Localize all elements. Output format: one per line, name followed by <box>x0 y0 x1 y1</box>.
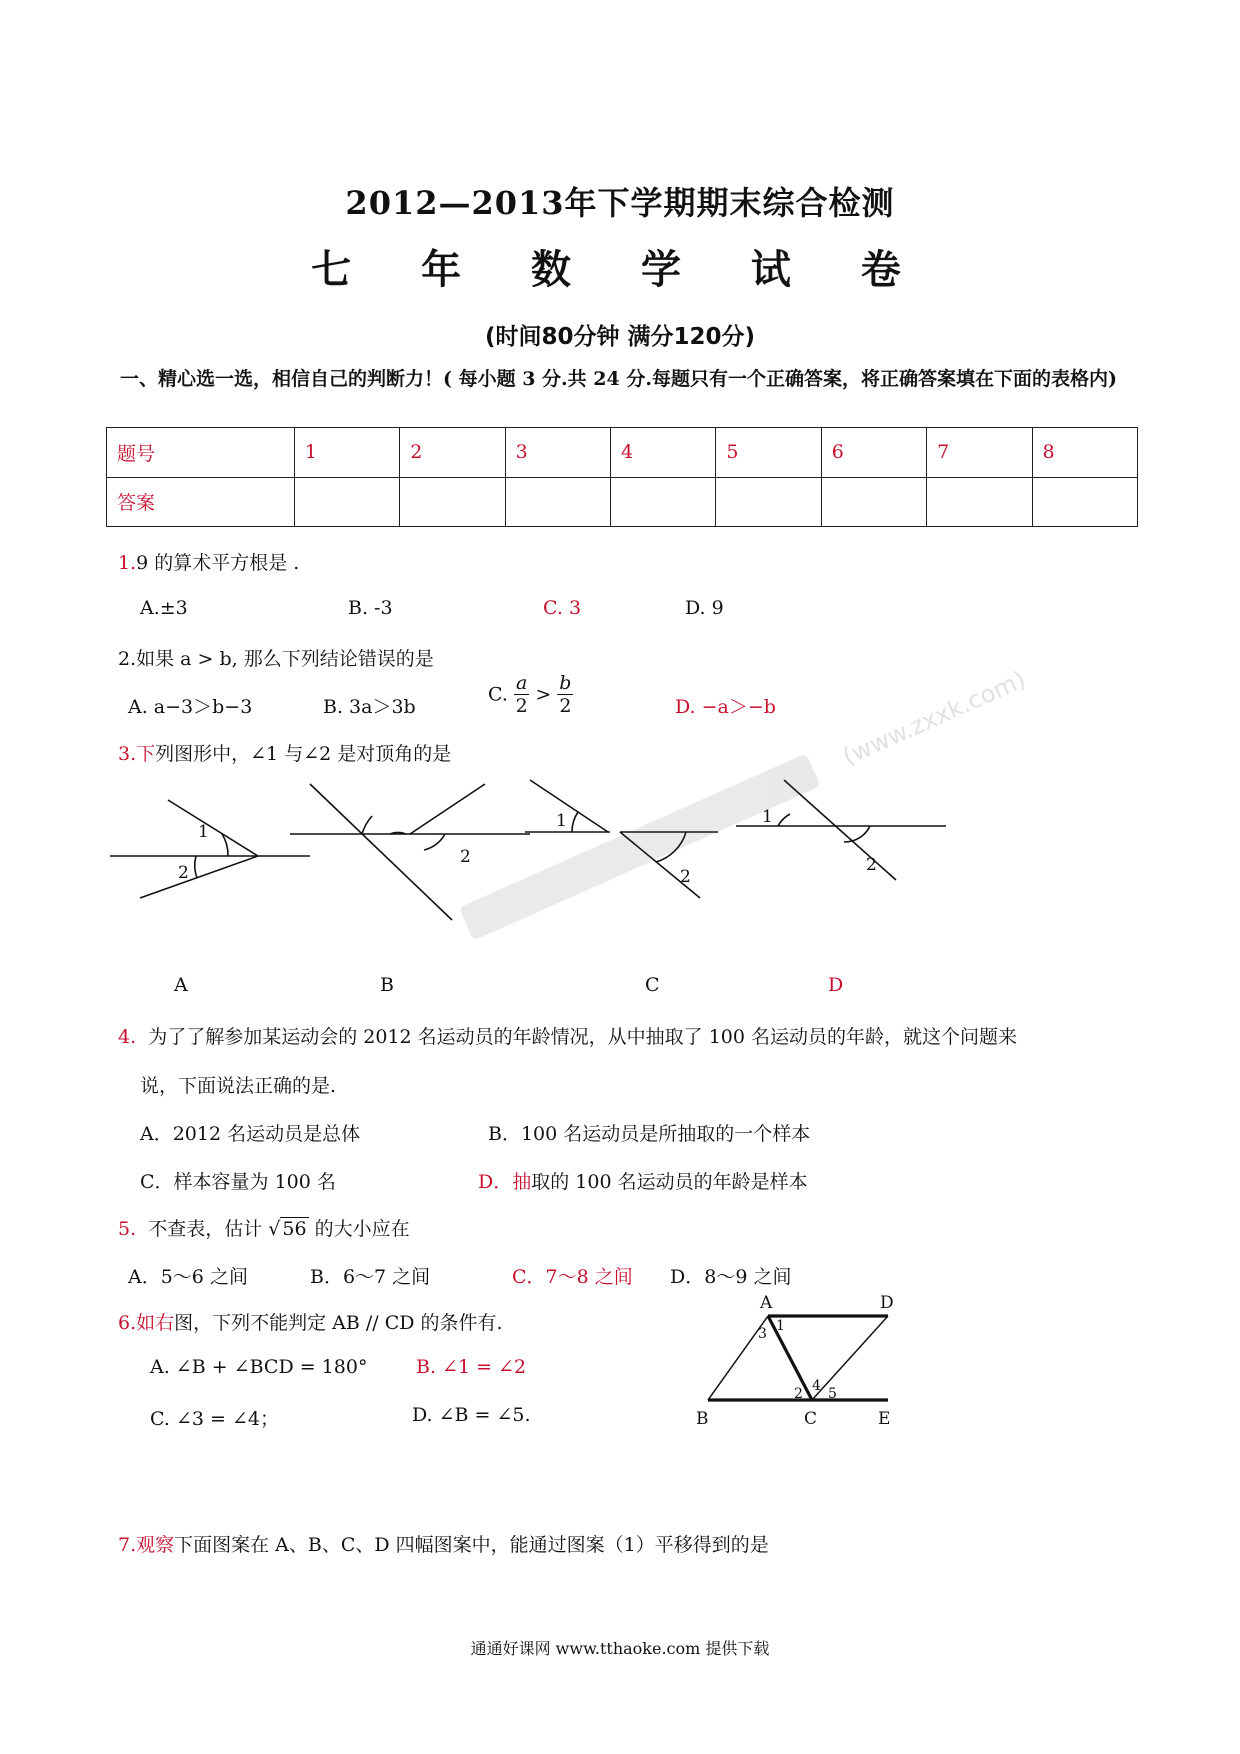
table-number-cell: 5 <box>716 428 821 478</box>
question-text: 9 的算术平方根是 . <box>136 552 300 574</box>
svg-text:(www.zxxk.com): (www.zxxk.com) <box>838 665 1030 771</box>
question-4-line2: 说，下面说法正确的是. <box>140 1075 337 1097</box>
exam-time-info: (时间80分钟 满分120分) <box>484 324 756 350</box>
q3-c-angle2-label: 2 <box>680 867 691 887</box>
q1-option-d: D. 9 <box>685 597 724 619</box>
q6-figure <box>680 1286 920 1436</box>
question-number: 1. <box>118 552 137 574</box>
question-4 <box>118 1022 1017 1049</box>
option-text: 取的 100 名运动员的年龄是样本 <box>531 1171 808 1193</box>
answer-cell[interactable] <box>294 477 399 527</box>
question-1 <box>118 548 299 575</box>
q3-figure-a <box>110 800 310 898</box>
q6-option-b: B. ∠1 = ∠2 <box>416 1356 527 1378</box>
answer-cell[interactable] <box>505 477 610 527</box>
answer-cell[interactable] <box>1032 477 1137 527</box>
q2-option-b: B. 3a＞3b <box>323 696 416 718</box>
question-2 <box>118 644 434 671</box>
table-number-cell: 2 <box>400 428 505 478</box>
answer-table-row-number <box>107 428 1138 478</box>
question-number: 6.如右 <box>118 1312 175 1334</box>
q4-option-c: C．样本容量为 100 名 <box>140 1171 336 1193</box>
question-number: 3.下 <box>118 743 156 765</box>
q3-label-b: B <box>380 974 394 996</box>
q4-option-b: B．100 名运动员是所抽取的一个样本 <box>488 1123 811 1145</box>
question-5 <box>118 1214 410 1241</box>
q6-point-e: E <box>878 1409 891 1429</box>
q3-a-angle2-label: 2 <box>178 863 189 883</box>
table-number-cell: 8 <box>1032 428 1137 478</box>
table-number-cell: 3 <box>505 428 610 478</box>
question-7 <box>118 1530 769 1557</box>
q1-option-b: B. -3 <box>348 597 393 619</box>
page-footer: 通通好课网 www.tthaoke.com 提供下载 <box>470 1639 770 1658</box>
q6-angle-4: 4 <box>812 1378 821 1394</box>
denominator: 2 <box>515 695 528 717</box>
answer-cell[interactable] <box>716 477 821 527</box>
exam-title: 2012—2013年下学期期末综合检测 <box>345 184 895 222</box>
question-number: 2. <box>118 648 137 670</box>
question-text-end: 的大小应在 <box>314 1218 410 1240</box>
q6-option-d: D. ∠B = ∠5. <box>412 1404 531 1426</box>
q4-option-d <box>478 1167 808 1194</box>
numerator: a <box>515 672 528 694</box>
q5-option-c: C．7～8 之间 <box>512 1266 633 1288</box>
answer-cell[interactable] <box>400 477 505 527</box>
answer-cell[interactable] <box>611 477 716 527</box>
q3-c-angle1-label: 1 <box>556 811 567 831</box>
section1-instruction: 一、精心选一选，相信自己的判断力！( 每小题 3 分.共 24 分.每题只有一个正确答案，将正确答案填在下面的表格内) <box>120 368 1117 390</box>
q1-option-a: A.±3 <box>140 597 188 619</box>
q5-option-b: B．6～7 之间 <box>310 1266 431 1288</box>
relation-sign: > <box>535 683 552 706</box>
table-number-cell: 4 <box>611 428 716 478</box>
answer-table-row-answer <box>107 477 1138 527</box>
q3-d-angle2-label: 2 <box>866 855 877 875</box>
q5-option-d: D．8～9 之间 <box>670 1266 792 1288</box>
fraction-b-over-2 <box>557 672 573 717</box>
table-label-answer: 答案 <box>107 477 295 527</box>
q3-label-a: A <box>174 974 188 996</box>
table-number-cell: 1 <box>294 428 399 478</box>
question-text: 下面图案在 A、B、C、D 四幅图案中，能通过图案（1）平移得到的是 <box>174 1534 769 1556</box>
q2-option-d: D. −a＞−b <box>675 696 776 718</box>
q6-point-c: C <box>804 1409 818 1429</box>
table-number-cell: 6 <box>821 428 926 478</box>
q6-option-a: A. ∠B + ∠BCD = 180° <box>150 1356 368 1378</box>
radicand: 56 <box>282 1218 307 1240</box>
q4-option-a: A．2012 名运动员是总体 <box>140 1123 361 1145</box>
question-text: 列图形中，∠1 与∠2 是对顶角的是 <box>155 743 452 765</box>
question-number: 7.观察 <box>118 1534 175 1556</box>
q6-point-d: D <box>880 1293 894 1313</box>
exam-subtitle: 七 年 数 学 试 卷 <box>311 246 929 293</box>
answer-table <box>106 427 1138 527</box>
fraction-a-over-2 <box>514 672 529 717</box>
q5-option-a: A．5～6 之间 <box>128 1266 248 1288</box>
question-number: 5. <box>118 1218 137 1240</box>
option-letter: D．抽 <box>478 1171 532 1193</box>
q3-d-angle1-label: 1 <box>762 807 773 827</box>
q6-angle-5: 5 <box>828 1386 837 1402</box>
question-text: 如果 a > b, 那么下列结论错误的是 <box>136 648 434 670</box>
denominator: 2 <box>559 695 572 717</box>
question-3 <box>118 739 451 766</box>
question-number: 4. <box>118 1026 137 1048</box>
question-text: 为了了解参加某运动会的 2012 名运动员的年龄情况，从中抽取了 100 名运动员的年龄，就这个问题来 <box>148 1026 1018 1048</box>
q2-option-a: A. a−3＞b−3 <box>128 696 253 718</box>
q6-point-a: A <box>760 1293 773 1313</box>
answer-cell[interactable] <box>927 477 1032 527</box>
option-letter: C. <box>488 683 508 706</box>
question-6 <box>118 1308 503 1335</box>
answer-cell[interactable] <box>821 477 926 527</box>
numerator: b <box>559 672 572 694</box>
q3-label-d: D <box>828 974 844 996</box>
q6-angle-1: 1 <box>776 1318 785 1334</box>
q1-option-c: C. 3 <box>543 597 582 619</box>
sqrt-expression: √ 56 <box>268 1218 307 1240</box>
question-text: 不查表，估计 <box>148 1218 263 1240</box>
q6-angle-2: 2 <box>794 1386 803 1402</box>
q3-a-angle1-label: 1 <box>198 822 209 842</box>
q6-option-c: C. ∠3 = ∠4； <box>150 1408 279 1430</box>
table-label-question-number: 题号 <box>107 428 295 478</box>
q6-point-b: B <box>696 1409 709 1429</box>
q3-b-angle2-label: 2 <box>460 847 471 867</box>
table-number-cell: 7 <box>927 428 1032 478</box>
q6-angle-3: 3 <box>758 1326 767 1342</box>
q2-option-c <box>488 672 573 717</box>
question-text: 图，下列不能判定 AB // CD 的条件有. <box>174 1312 503 1334</box>
q3-label-c: C <box>645 974 660 996</box>
